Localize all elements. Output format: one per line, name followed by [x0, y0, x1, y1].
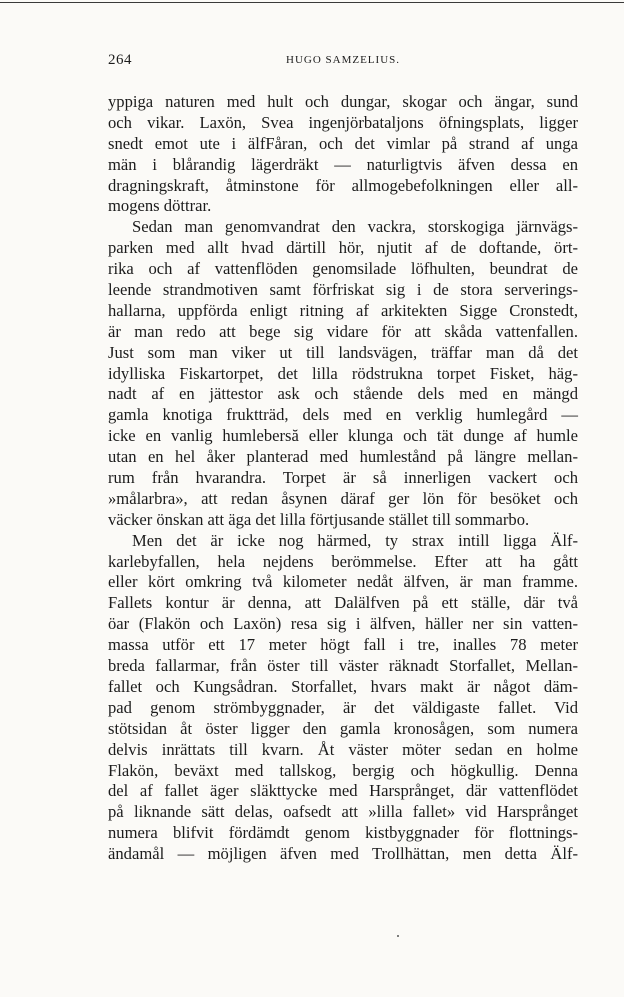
body-text — [108, 92, 578, 865]
text-line: dragningskraft, åtminstone för allmogebefolkningen eller all- — [108, 175, 578, 195]
text-line: idylliska Fiskartorpet, det lilla rödstrukna torpet Fisket, häg- — [108, 363, 578, 383]
stray-ink-dot — [397, 935, 399, 937]
text-line: eller kört omkring två kilometer nedåt älfven, är man framme. — [108, 572, 578, 592]
text-line: utan en hel åker planterad med humlestånd på längre mellan- — [108, 447, 578, 467]
text-line: numera blifvit fördämdt genom kistbyggnader för flottnings- — [108, 823, 578, 843]
text-line: ändamål — möjligen äfven med Trollhättan, men detta Älf- — [108, 844, 578, 864]
text-line: »målarbra», att redan åsynen däraf ger lön för besöket och — [108, 488, 578, 508]
text-line: öar (Flakön och Laxön) resa sig i älfven, häller ner sin vatten- — [108, 614, 578, 634]
text-line: män i blårandig lägerdräkt — naturligtvis äfven dessa en — [108, 154, 578, 174]
running-head: HUGO SAMZELIUS. — [286, 54, 400, 66]
text-line: breda fallarmar, från öster till väster räknadt Storfallet, Mellan- — [108, 656, 578, 676]
text-line: Sedan man genomvandrat den vackra, storskogiga järnvägs- — [132, 217, 578, 237]
text-line: pad genom strömbyggnader, är det väldigaste fallet. Vid — [108, 697, 578, 717]
text-line: Just som man viker ut till landsvägen, träffar man då det — [108, 342, 578, 362]
page-number: 264 — [108, 52, 132, 68]
text-line: massa utför ett 17 meter högt fall i tre, inalles 78 meter — [108, 635, 578, 655]
text-line: på liknande sätt delas, oafsedt att »lilla fallet» vid Harsprånget — [108, 802, 578, 822]
text-line: leende strandmotiven samt förfriskat sig i de stora serverings- — [108, 280, 578, 300]
text-line: Fallets kontur är denna, att Dalälfven på ett ställe, där två — [108, 593, 578, 613]
text-line: gamla knotiga fruktträd, dels med en verklig humlegård — — [108, 405, 578, 425]
text-line: rum från hvarandra. Torpet är så innerligen vackert och — [108, 468, 578, 488]
text-line: och vikar. Laxön, Svea ingenjörbataljons öfningsplats, ligger — [108, 112, 578, 132]
text-line: parken med allt hvad därtill hör, njutit af de doftande, ört- — [108, 238, 578, 258]
text-line: Flakön, beväxt med tallskog, bergig och högkullig. Denna — [108, 760, 578, 780]
text-line: nadt af en jättestor ask och stående dels med en mängd — [108, 384, 578, 404]
text-line: delvis inrättats till kvarn. Åt väster möter sedan en holme — [108, 739, 578, 759]
text-line: icke en vanlig humlebersă eller klunga och tät dunge af humle — [108, 426, 578, 446]
page-header — [108, 52, 578, 72]
text-line: väcker önskan att äga det lilla förtjusande stället till sommarbo. — [108, 509, 530, 529]
text-line: yppiga naturen med hult och dungar, skogar och ängar, sund — [108, 92, 578, 111]
text-line: fallet och Kungsådran. Storfallet, hvars makt är något däm- — [108, 676, 578, 696]
text-line: stötsidan åt öster ligger den gamla kronosågen, som numera — [108, 718, 578, 738]
text-line: snedt emot ute i älfFåran, och det vimlar på strand af unga — [108, 133, 578, 153]
text-line: Men det är icke nog härmed, ty strax intill ligga Älf- — [132, 530, 578, 550]
text-line: del af fallet äger släkttycke med Harsprånget, där vattenflödet — [108, 781, 578, 801]
text-line: karlebyfallen, hela nejdens berömmelse. Efter att ha gått — [108, 551, 578, 571]
top-border-rule — [0, 2, 624, 3]
text-line: mogens döttrar. — [108, 196, 212, 216]
text-line: rika och af vattenflöden genomsilade löfhulten, beundrat de — [108, 259, 578, 279]
text-line: är man redo att bege sig vidare för att skåda vattenfallen. — [108, 321, 578, 341]
text-line: hallarna, uppförda enligt ritning af arkitekten Sigge Cronstedt, — [108, 300, 578, 320]
